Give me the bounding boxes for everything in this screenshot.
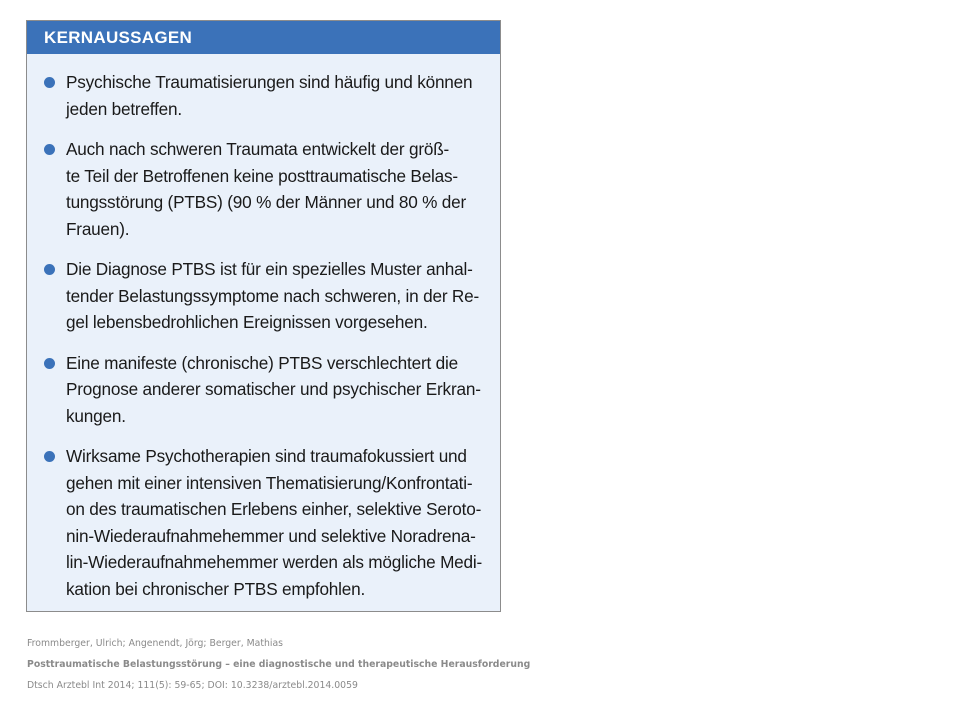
key-messages-box [26,20,501,612]
point-line: tungsstörung (PTBS) (90 % der Männer und 80 % der [66,192,467,212]
bullet-icon [44,264,55,275]
box-header: KERNAUSSAGEN [27,21,500,54]
point-line: Die Diagnose PTBS ist für ein spezielles Muster anhal- [66,259,473,279]
point-line: Psychische Traumatisierungen sind häufig und können [66,72,473,92]
point-line: Frauen). [66,218,130,239]
key-point [27,69,500,122]
key-point [27,136,500,242]
citation-title: Posttraumatische Belastungsstörung – eine diagnostische und therapeutische Herausforderung [27,659,531,670]
point-line: kungen. [66,405,126,426]
citation-authors: Frommberger, Ulrich; Angenendt, Jörg; Berger, Mathias [27,638,284,649]
point-line: Prognose anderer somatischer und psychischer Erkran- [66,379,481,399]
key-points-list [27,69,500,616]
key-point [27,256,500,336]
point-line: te Teil der Betroffenen keine posttraumatische Belas- [66,165,458,186]
point-line: gehen mit einer intensiven Thematisierung/Konfrontati- [66,472,473,493]
point-line: tender Belastungssymptome nach schweren, in der Re- [66,285,480,306]
citation [27,633,530,696]
point-line: Eine manifeste (chronische) PTBS verschlechtert die [66,352,458,373]
point-line: Wirksame Psychotherapien sind traumafokussiert und [66,446,467,466]
point-line: nin-Wiederaufnahmehemmer und selektive Noradrena- [66,525,476,546]
bullet-icon [44,451,55,462]
point-line: kation bei chronischer PTBS empfohlen. [66,578,366,599]
bullet-icon [44,358,55,369]
bullet-icon [44,77,55,88]
key-point [27,350,500,430]
point-line: lin-Wiederaufnahmehemmer werden als mögliche Medi- [66,552,483,572]
point-line: jeden betreffen. [66,98,182,119]
bullet-icon [44,144,55,155]
point-line: on des traumatischen Erlebens einher, selektive Seroto- [66,499,482,519]
key-point [27,443,500,602]
point-line: Auch nach schweren Traumata entwickelt der größ- [66,139,450,159]
point-line: gel lebensbedrohlichen Ereignissen vorgesehen. [66,312,428,332]
citation-source: Dtsch Arztebl Int 2014; 111(5): 59-65; DOI: 10.3238/arztebl.2014.0059 [27,680,358,691]
